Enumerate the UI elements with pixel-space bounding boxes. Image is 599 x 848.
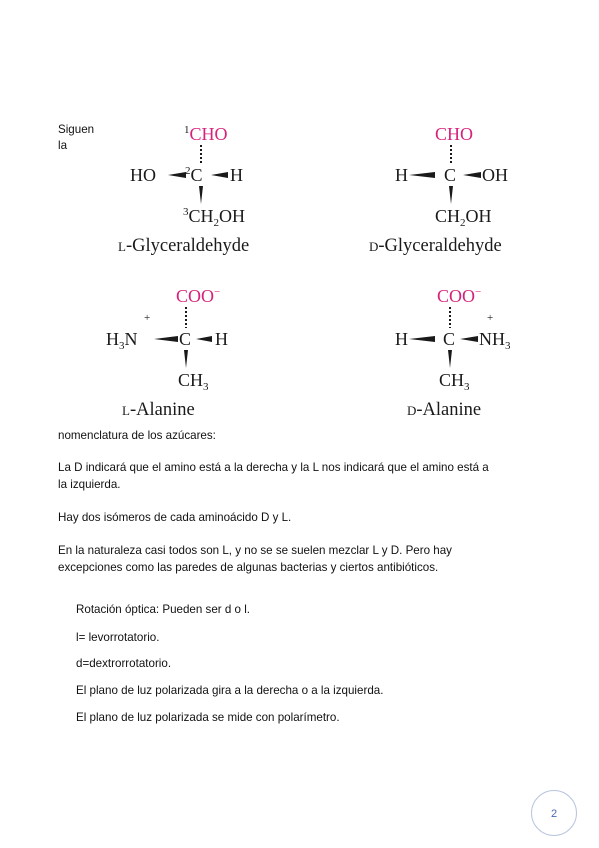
d-glyceraldehyde-bottom: $CH_2OH$ <box>435 206 492 229</box>
l-glyceraldehyde-center: $^2$C <box>185 165 203 185</box>
l-glyceraldehyde-top: $^1$CHO <box>184 124 228 144</box>
paragraph-3-line-2: excepciones como las paredes de algunas bacterias y ciertos antibióticos. <box>58 561 439 574</box>
l-alanine-structure <box>104 282 274 427</box>
indented-line-4: El plano de luz polarizada gira a la derecha o a la izquierda. <box>76 684 384 697</box>
l-alanine-right: H <box>215 329 228 349</box>
l-alanine-name: L-Alanine <box>122 400 195 420</box>
l-glyceraldehyde-name: L-Glyceraldehyde <box>118 236 250 256</box>
indented-line-3: d=dextrorrotatorio. <box>76 657 172 670</box>
paragraph-3-line-1: En la naturaleza casi todos son L, y no se se suelen mezclar L y D. Pero hay <box>58 544 452 557</box>
d-alanine-structure <box>393 282 563 427</box>
d-glyceraldehyde-right: OH <box>482 165 508 185</box>
d-glyceraldehyde-structure <box>369 118 563 263</box>
paragraph-1-line-2: la izquierda. <box>58 478 121 491</box>
paragraph-1-line-1: La D indicará que el amino está a la derecha y la L nos indicará que el amino está a <box>58 461 489 474</box>
intro-line-1: Siguen <box>58 123 95 136</box>
l-glyceraldehyde-structure <box>118 118 298 263</box>
d-glyceraldehyde-center: C <box>444 165 457 185</box>
d-alanine-top: COO− <box>437 286 482 306</box>
d-glyceraldehyde-top: CHO <box>435 124 474 144</box>
d-alanine-right: $NH_3$ <box>479 329 511 352</box>
d-alanine-name: D-Alanine <box>407 400 482 420</box>
l-glyceraldehyde-right: H <box>230 165 243 185</box>
d-alanine-center: C <box>443 329 456 349</box>
l-alanine-left: $H_3N$ <box>106 329 138 352</box>
d-glyceraldehyde-left: H <box>395 165 408 185</box>
l-glyceraldehyde-bottom: $^3CH_2OH$ <box>183 206 246 229</box>
d-alanine-bottom: $CH_3$ <box>439 370 470 393</box>
l-alanine-charge-plus: + <box>144 312 151 324</box>
intro-line-2: la <box>58 139 68 152</box>
l-alanine-top: COO− <box>176 286 221 306</box>
d-alanine-charge-plus: + <box>487 312 494 324</box>
indented-line-5: El plano de luz polarizada se mide con polarímetro. <box>76 711 340 724</box>
indented-line-1: Rotación óptica: Pueden ser d o l. <box>76 603 251 616</box>
d-glyceraldehyde-name: D-Glyceraldehyde <box>369 236 502 256</box>
intro-continuation: nomenclatura de los azúcares: <box>58 429 216 442</box>
indented-line-2: l= levorrotatorio. <box>76 631 160 644</box>
l-alanine-center: C <box>179 329 192 349</box>
paragraph-2: Hay dos isómeros de cada aminoácido D y L. <box>58 511 292 524</box>
l-glyceraldehyde-left: HO <box>130 165 156 185</box>
l-alanine-bottom: $CH_3$ <box>178 370 209 393</box>
page-number: 2 <box>531 790 577 836</box>
d-alanine-left: H <box>395 329 408 349</box>
